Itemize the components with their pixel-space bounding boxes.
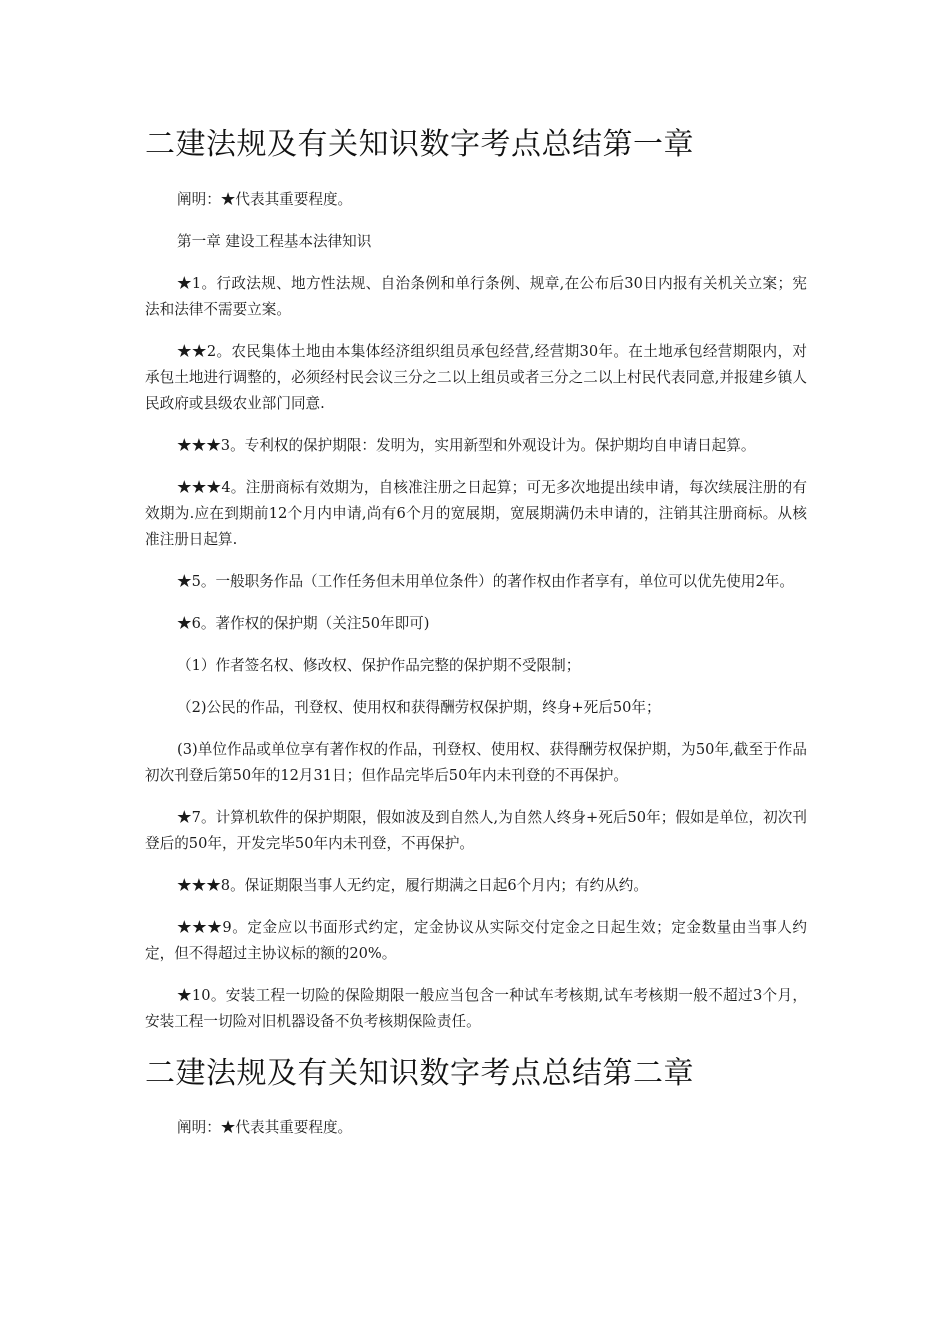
item-8: ★★★8。保证期限当事人无约定，履行期满之日起6个月内；有约从约。: [177, 877, 648, 894]
item-9: ★★★9。定金应以书面形式约定，定金协议从实际交付定金之日起生效；定金数量由当事人约定，但不得超过主协议标的额的20%。: [145, 919, 807, 962]
chapter2-note: 阐明：★代表其重要程度。: [177, 1119, 353, 1136]
item-6-sub-3: (3)单位作品或单位享有著作权的作品，刊登权、使用权、获得酬劳权保护期，为50年,截至于作品初次刊登后第50年的12月31日；但作品完毕后50年内未刊登的不再保护。: [145, 741, 807, 784]
chapter2-title: 二建法规及有关知识数字考点总结第二章: [145, 1056, 694, 1091]
chapter1-title: 二建法规及有关知识数字考点总结第一章: [145, 127, 694, 162]
item-6-sub-1: （1）作者签名权、修改权、保护作品完整的保护期不受限制；: [177, 657, 581, 674]
item-6-sub-2: （2)公民的作品，刊登权、使用权和获得酬劳权保护期，终身+死后50年；: [177, 699, 661, 716]
chapter1-section-heading: 第一章 建设工程基本法律知识: [177, 233, 372, 250]
item-6: ★6。著作权的保护期（关注50年即可): [177, 615, 430, 632]
item-1: ★1。行政法规、地方性法规、自治条例和单行条例、规章,在公布后30日内报有关机关立案；宪法和法律不需要立案。: [145, 275, 807, 318]
item-10: ★10。安装工程一切险的保险期限一般应当包含一种试车考核期,试车考核期一般不超过3个月，安装工程一切险对旧机器设备不负考核期保险责任。: [145, 987, 807, 1030]
item-2: ★★2。农民集体土地由本集体经济组织组员承包经营,经营期30年。在土地承包经营期限内，对承包土地进行调整的，必须经村民会议三分之二以上组员或者三分之二以上村民代表同意,并报建乡镇人民政府或县级农业部门同意.: [145, 343, 807, 412]
chapter1-note: 阐明：★代表其重要程度。: [177, 191, 353, 208]
item-5: ★5。一般职务作品（工作任务但未用单位条件）的著作权由作者享有，单位可以优先使用2年。: [177, 573, 794, 590]
item-7: ★7。计算机软件的保护期限，假如波及到自然人,为自然人终身+死后50年；假如是单位，初次刊登后的50年，开发完毕50年内未刊登，不再保护。: [145, 809, 807, 852]
document-body: [145, 125, 807, 1141]
item-3: ★★★3。专利权的保护期限：发明为，实用新型和外观设计为。保护期均自申请日起算。: [177, 437, 756, 454]
item-4: ★★★4。注册商标有效期为，自核准注册之日起算；可无多次地提出续申请，每次续展注册的有效期为.应在到期前12个月内申请,尚有6个月的宽展期，宽展期满仍未申请的，注销其注册商标。从核准注册日起算.: [145, 479, 807, 548]
